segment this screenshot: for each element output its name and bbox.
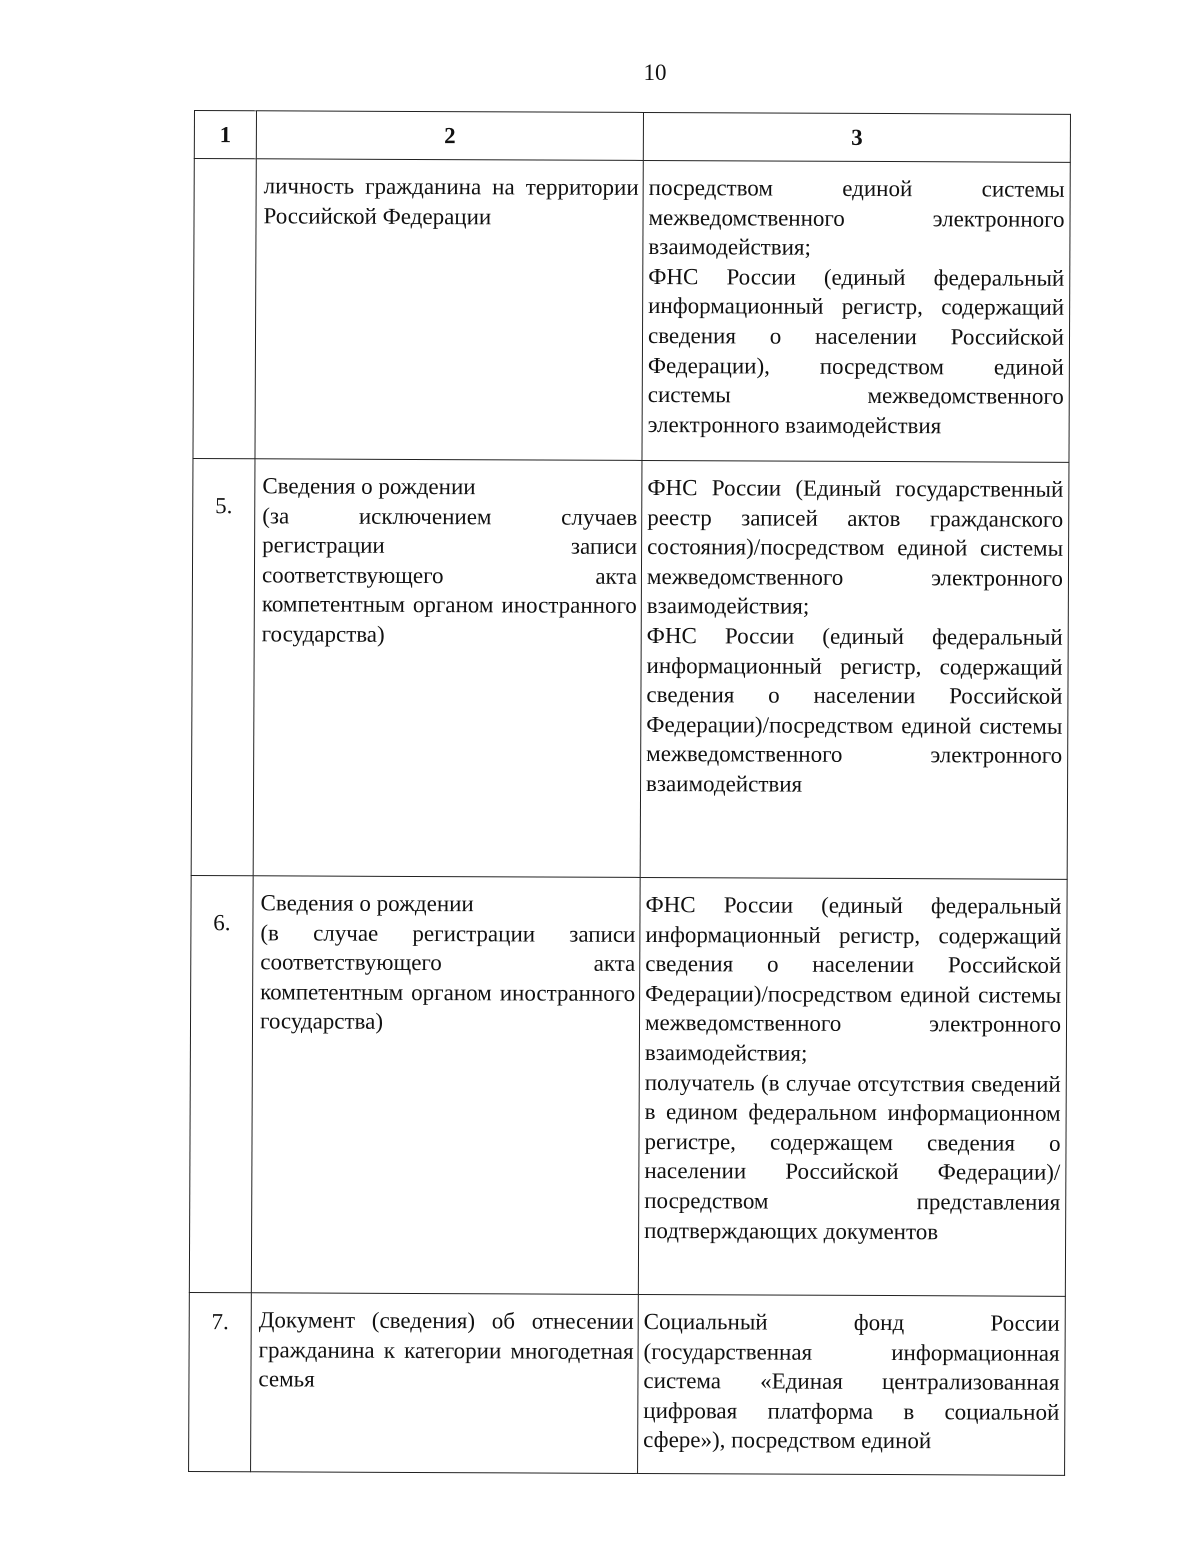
table-row: [193, 159, 1070, 463]
row-number: 7.: [211, 1309, 229, 1335]
table-row: [189, 875, 1067, 1296]
row-number-cell: [189, 875, 253, 1292]
row-document-name: Сведения о рождении (за исключением случаев регистрации записи соответствующего акта компетентным органом иностранного государства): [253, 459, 642, 878]
row-number-cell: [193, 159, 256, 459]
data-table: [188, 110, 1071, 1476]
row-source-description: посредством единой системы межведомственного электронного взаимодействия; ФНС России (единый федеральный информационный регистр, содержащий сведения о населении Российской Федерации), посредством единой системы межведомственного электронного взаимодействия: [642, 160, 1070, 462]
row-document-name: Документ (сведения) об отнесении гражданина к категории многодетная семья: [251, 1293, 639, 1474]
page-number: 10: [643, 60, 667, 85]
row-number: 6.: [213, 910, 231, 936]
row-source-description: ФНС России (Единый государственный реестр записей актов гражданского состояния)/посредством единой системы межведомственного электронного взаимодействия; ФНС России (единый федеральный информационный регистр, содержащий сведения о населении Российской Федерации)/посредством единой системы межведомственного электронного взаимодействия: [640, 460, 1069, 879]
table-header-row: [194, 111, 1070, 163]
header-col-2: 2: [256, 111, 643, 161]
row-document-name: личность гражданина на территории Российской Федерации: [255, 159, 643, 461]
row-number: 5.: [215, 493, 233, 519]
header-col-3: 3: [643, 112, 1070, 162]
row-source-description: Социальный фонд России (государственная информационная система «Единая централизованная цифровая платформа в социальной сфере»), посредством единой: [638, 1294, 1066, 1475]
row-number-cell: [191, 458, 255, 875]
row-source-description: ФНС России (единый федеральный информационный регистр, содержащий сведения о населении Российской Федерации)/посредством единой системы межведомственного электронного взаимодействия; получатель (в случае отсутствия сведений в едином федеральном информационном регистре, содержащем сведения о населении Российской Федерации)/посредством представления подтверждающих документов: [638, 877, 1067, 1296]
header-col-1: 1: [194, 111, 256, 159]
table-row: [191, 458, 1069, 879]
table-row: [189, 1292, 1066, 1475]
row-number-cell: [189, 1292, 252, 1471]
row-document-name: Сведения о рождении (в случае регистрации записи соответствующего акта компетентным органом иностранного государства): [251, 876, 640, 1295]
row-number: [195, 159, 256, 191]
